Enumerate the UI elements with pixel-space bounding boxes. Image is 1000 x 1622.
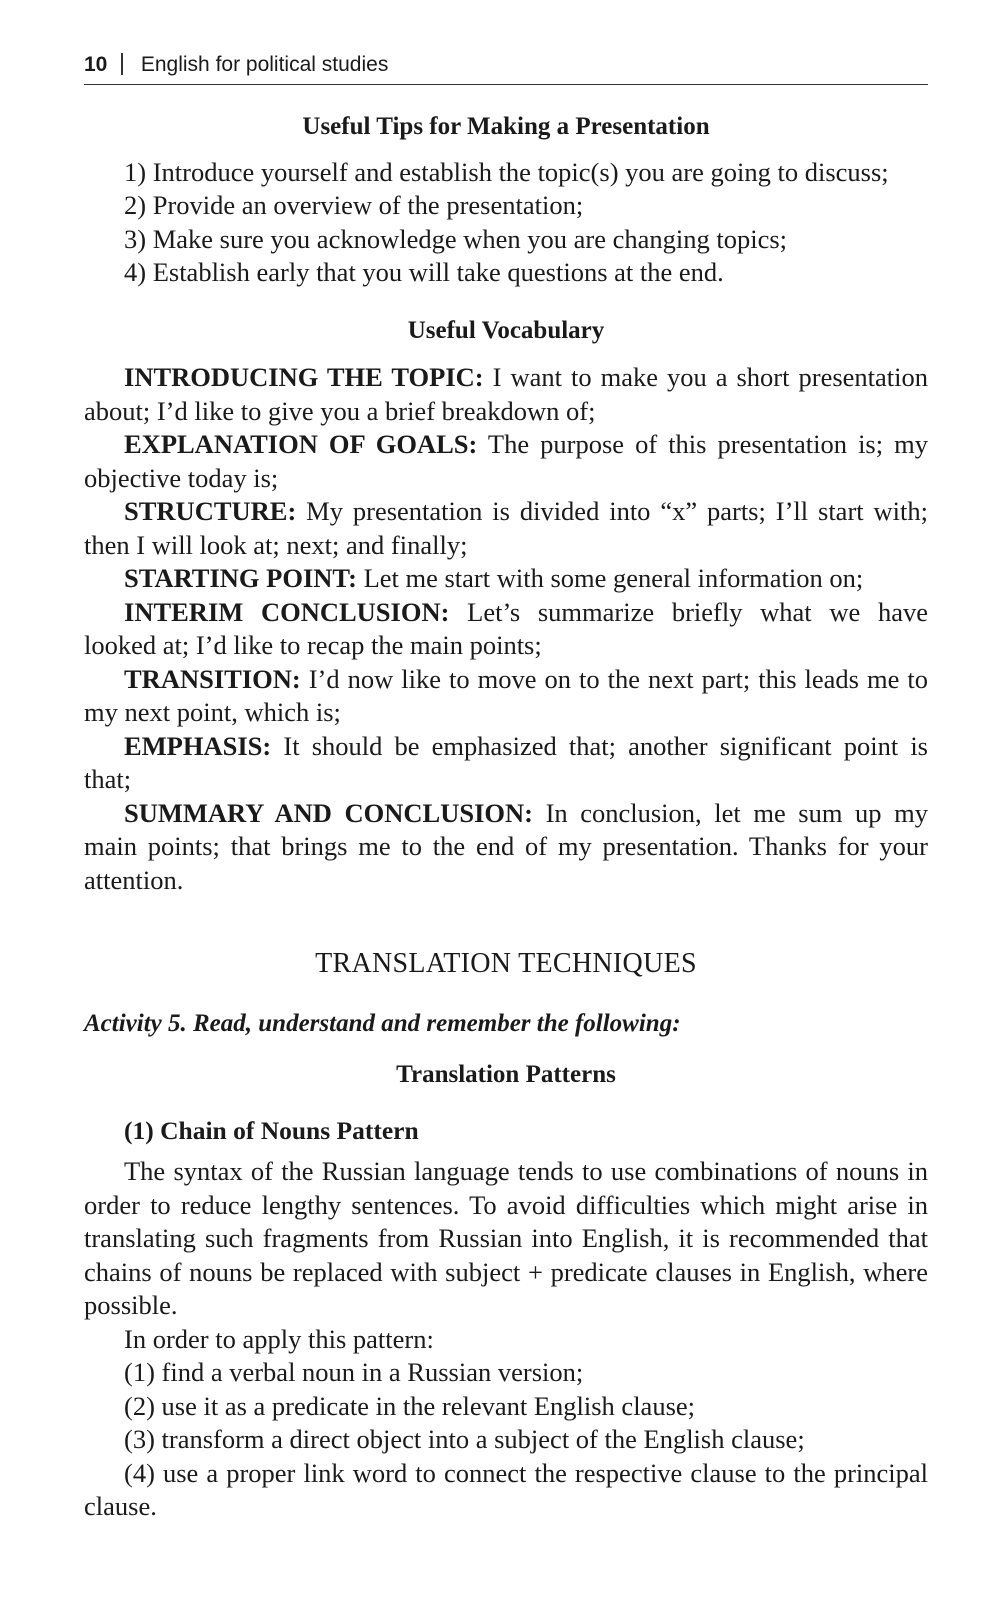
vocab-text: It should be emphasized that; another significant point is that; bbox=[84, 730, 928, 794]
vocab-term: INTRODUCING THE TOPIC: bbox=[124, 362, 484, 392]
book-title: English for political studies bbox=[140, 53, 389, 76]
vocab-text: The purpose of this presentation is; my objective today is; bbox=[84, 429, 929, 493]
vocab-term: SUMMARY AND CONCLUSION: bbox=[124, 797, 533, 828]
vocab-term: EMPHASIS: bbox=[124, 730, 272, 761]
list-item: (2) use it as a predicate in the relevant English clause; bbox=[124, 1390, 696, 1421]
vocab-entry bbox=[84, 361, 928, 428]
list-item: 2) Provide an overview of the presentation; bbox=[124, 190, 584, 220]
vocab-text: I’d now like to move on to the next part; this leads me to my next point, which is; bbox=[84, 663, 928, 727]
steps-list bbox=[84, 1356, 928, 1524]
page-content bbox=[84, 102, 928, 1524]
list-item: 4) Establish early that you will take questions at the end. bbox=[124, 257, 724, 287]
list-item: 3) Make sure you acknowledge when you are changing topics; bbox=[124, 223, 788, 254]
patterns-heading: Translation Patterns bbox=[396, 1061, 616, 1088]
tips-list bbox=[84, 156, 928, 290]
tips-heading: Useful Tips for Making a Presentation bbox=[302, 113, 710, 140]
activity-instruction: Activity 5. Read, understand and remember the following: bbox=[84, 1009, 681, 1037]
vocab-term: INTERIM CONCLUSION: bbox=[124, 596, 450, 627]
vocab-text: Let’s summarize briefly what we have looked at; I’d like to recap the main points; bbox=[84, 596, 929, 660]
running-header bbox=[84, 50, 928, 85]
vocabulary-heading: Useful Vocabulary bbox=[407, 316, 605, 344]
vocab-text: My presentation is divided into “x” parts; I’ll start with; then I will look at; next; and finally; bbox=[84, 496, 928, 560]
vocab-entry bbox=[84, 730, 928, 797]
vocab-entry bbox=[84, 663, 928, 730]
page-number: 10 bbox=[84, 53, 108, 76]
vocab-entry bbox=[84, 428, 928, 495]
vocab-term: EXPLANATION OF GOALS: bbox=[124, 429, 478, 459]
vocab-text: I want to make you a short presentation about; I’d like to give you a brief breakdown of; bbox=[84, 362, 928, 426]
vocab-entry bbox=[84, 562, 928, 596]
vocab-term: STARTING POINT: bbox=[124, 563, 357, 593]
pattern-heading: (1) Chain of Nouns Pattern bbox=[124, 1115, 419, 1145]
pattern-description: The syntax of the Russian language tends to use combinations of nouns in order to reduce lengthy sentences. To avoid difficulties which might arise in translating such fragments from Russian into English, it is recommended that chains of nouns be replaced with subject + predicate clauses in English, where possible. bbox=[84, 1156, 928, 1320]
vocab-term: TRANSITION: bbox=[124, 663, 301, 694]
vocab-entry bbox=[84, 596, 928, 663]
header-divider bbox=[121, 53, 123, 75]
vocab-entry bbox=[84, 797, 928, 898]
list-item: 1) Introduce yourself and establish the topic(s) you are going to discuss; bbox=[124, 156, 889, 187]
list-item: (1) find a verbal noun in a Russian version; bbox=[124, 1357, 584, 1387]
vocab-text: Let me start with some general information on; bbox=[363, 563, 864, 593]
apply-intro: In order to apply this pattern: bbox=[124, 1323, 434, 1354]
vocab-entry bbox=[84, 495, 928, 562]
list-item: (4) use a proper link word to connect the respective clause to the principal clause. bbox=[84, 1457, 928, 1521]
list-item: (3) transform a direct object into a subject of the English clause; bbox=[124, 1424, 805, 1454]
section-title: TRANSLATION TECHNIQUES bbox=[315, 948, 697, 979]
vocab-text: In conclusion, let me sum up my main points; that brings me to the end of my presentation. Thanks for your attention. bbox=[84, 797, 928, 895]
vocab-term: STRUCTURE: bbox=[124, 496, 297, 526]
